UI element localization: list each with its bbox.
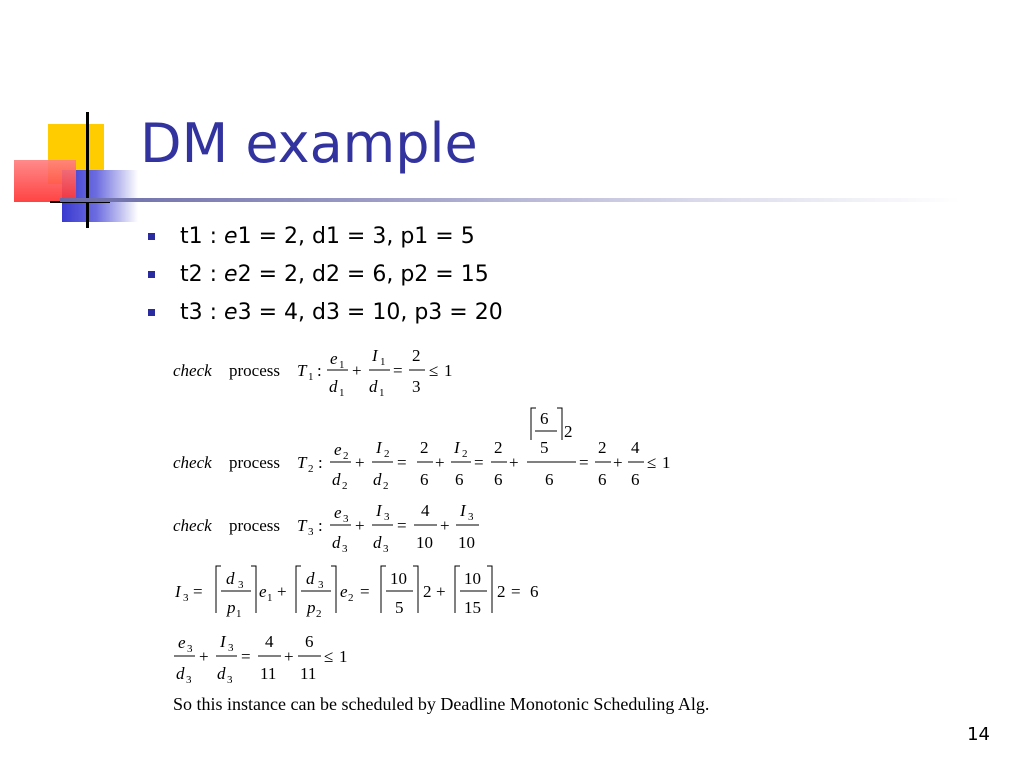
- svg-text:=: =: [241, 647, 251, 666]
- svg-text:2: 2: [343, 450, 349, 462]
- svg-text:=: =: [579, 453, 589, 472]
- svg-text:6: 6: [540, 409, 549, 428]
- svg-text:e: e: [330, 349, 338, 368]
- svg-text:3: 3: [342, 543, 348, 555]
- list-item: t1 : e1 = 2, d1 = 3, p1 = 5: [148, 218, 503, 256]
- svg-text:4: 4: [421, 501, 430, 520]
- svg-text:T: T: [297, 361, 307, 380]
- svg-text:1: 1: [308, 371, 314, 383]
- svg-text:+: +: [613, 453, 623, 472]
- svg-text:1: 1: [662, 453, 671, 472]
- svg-text:+: +: [355, 516, 365, 535]
- svg-text:10: 10: [390, 569, 407, 588]
- svg-text:=: =: [397, 453, 407, 472]
- svg-text:=: =: [474, 453, 484, 472]
- svg-text:2: 2: [383, 480, 389, 492]
- svg-text:3: 3: [227, 674, 233, 686]
- svg-text:p: p: [307, 598, 316, 617]
- svg-text:≤: ≤: [429, 361, 439, 380]
- svg-text:d: d: [217, 664, 226, 683]
- equation-check-t3: [173, 501, 479, 555]
- svg-text:2: 2: [497, 582, 506, 601]
- svg-text:6: 6: [631, 470, 640, 489]
- svg-text:1: 1: [339, 387, 345, 399]
- svg-text:2: 2: [598, 438, 607, 457]
- svg-text:check: check: [173, 453, 212, 472]
- svg-text:T: T: [297, 453, 307, 472]
- svg-text:=: =: [360, 582, 370, 601]
- svg-text:+: +: [355, 453, 365, 472]
- svg-text:+: +: [277, 582, 287, 601]
- svg-text:1: 1: [236, 608, 242, 620]
- svg-text:+: +: [284, 647, 294, 666]
- svg-text:+: +: [352, 361, 362, 380]
- svg-text:3: 3: [228, 642, 234, 654]
- svg-text:d: d: [306, 569, 315, 588]
- page-number: 14: [967, 724, 990, 745]
- equation-interference-i3: [174, 566, 539, 620]
- svg-text:3: 3: [187, 643, 193, 655]
- svg-text:I: I: [454, 438, 460, 457]
- svg-text:e: e: [178, 633, 186, 652]
- svg-text:2: 2: [462, 448, 468, 460]
- svg-text:=: =: [511, 582, 521, 601]
- svg-text:I: I: [372, 346, 378, 365]
- svg-text:e: e: [334, 440, 342, 459]
- svg-text:1: 1: [444, 361, 453, 380]
- svg-text:I: I: [376, 438, 382, 457]
- svg-text:6: 6: [420, 470, 429, 489]
- svg-text:process: process: [229, 516, 280, 535]
- equation-utilization-t3: [174, 632, 348, 686]
- svg-text:1: 1: [267, 592, 273, 604]
- svg-text:1: 1: [339, 647, 348, 666]
- svg-text:15: 15: [464, 598, 481, 617]
- svg-text:+: +: [509, 453, 519, 472]
- svg-text:5: 5: [540, 438, 549, 457]
- svg-text:6: 6: [455, 470, 464, 489]
- svg-text:+: +: [199, 647, 209, 666]
- svg-text:10: 10: [464, 569, 481, 588]
- svg-text:p: p: [227, 598, 236, 617]
- svg-text:+: +: [440, 516, 450, 535]
- svg-text::: :: [317, 361, 322, 380]
- svg-text:=: =: [397, 516, 407, 535]
- svg-text:11: 11: [260, 664, 277, 683]
- svg-text:5: 5: [395, 598, 404, 617]
- svg-text:≤: ≤: [647, 453, 657, 472]
- svg-text:d: d: [332, 533, 341, 552]
- svg-text:+: +: [436, 582, 446, 601]
- svg-text:d: d: [332, 470, 341, 489]
- svg-text:3: 3: [183, 592, 189, 604]
- conclusion-text: So this instance can be scheduled by Deadline Monotonic Scheduling Alg.: [173, 694, 710, 714]
- slide-title: DM example: [140, 112, 478, 175]
- svg-text:e: e: [334, 503, 342, 522]
- svg-text:2: 2: [316, 608, 322, 620]
- svg-text:=: =: [393, 361, 403, 380]
- svg-text:check: check: [173, 516, 212, 535]
- svg-text:=: =: [193, 582, 203, 601]
- svg-text:1: 1: [379, 387, 385, 399]
- svg-text:d: d: [226, 569, 235, 588]
- svg-text:2: 2: [420, 438, 429, 457]
- svg-text:2: 2: [348, 592, 354, 604]
- svg-text::: :: [318, 516, 323, 535]
- svg-text:6: 6: [545, 470, 554, 489]
- svg-text::: :: [318, 453, 323, 472]
- equation-check-t1: [173, 346, 453, 399]
- svg-text:3: 3: [412, 377, 421, 396]
- svg-text:3: 3: [186, 674, 192, 686]
- equation-check-t2: [173, 408, 671, 492]
- svg-text:3: 3: [384, 511, 390, 523]
- svg-text:e: e: [340, 582, 348, 601]
- svg-text:2: 2: [308, 463, 314, 475]
- svg-text:3: 3: [318, 579, 324, 591]
- svg-text:I: I: [460, 501, 466, 520]
- svg-text:6: 6: [305, 632, 314, 651]
- svg-text:2: 2: [342, 480, 348, 492]
- svg-text:I: I: [220, 632, 226, 651]
- svg-text:e: e: [259, 582, 267, 601]
- svg-text:6: 6: [598, 470, 607, 489]
- svg-text:d: d: [369, 377, 378, 396]
- svg-text:6: 6: [530, 582, 539, 601]
- list-item: t3 : e3 = 4, d3 = 10, p3 = 20: [148, 294, 503, 332]
- svg-text:10: 10: [416, 533, 433, 552]
- svg-text:I: I: [175, 582, 181, 601]
- list-item: t2 : e2 = 2, d2 = 6, p2 = 15: [148, 256, 503, 294]
- svg-text:I: I: [376, 501, 382, 520]
- svg-text:d: d: [373, 533, 382, 552]
- svg-text:3: 3: [468, 511, 474, 523]
- svg-text:process: process: [229, 361, 280, 380]
- svg-text:d: d: [176, 664, 185, 683]
- svg-text:d: d: [373, 470, 382, 489]
- svg-text:10: 10: [458, 533, 475, 552]
- svg-text:T: T: [297, 516, 307, 535]
- svg-text:2: 2: [564, 422, 573, 441]
- svg-text:1: 1: [380, 356, 386, 368]
- svg-text:2: 2: [494, 438, 503, 457]
- svg-text:process: process: [229, 453, 280, 472]
- svg-text:1: 1: [339, 359, 345, 371]
- svg-text:check: check: [173, 361, 212, 380]
- svg-text:6: 6: [494, 470, 503, 489]
- svg-text:≤: ≤: [324, 647, 334, 666]
- svg-text:11: 11: [300, 664, 317, 683]
- svg-text:+: +: [435, 453, 445, 472]
- svg-text:3: 3: [383, 543, 389, 555]
- svg-text:2: 2: [384, 448, 390, 460]
- svg-text:3: 3: [238, 579, 244, 591]
- svg-text:d: d: [329, 377, 338, 396]
- svg-text:2: 2: [412, 346, 421, 365]
- svg-text:3: 3: [343, 513, 349, 525]
- svg-text:2: 2: [423, 582, 432, 601]
- svg-text:4: 4: [265, 632, 274, 651]
- svg-text:3: 3: [308, 526, 314, 538]
- svg-text:4: 4: [631, 438, 640, 457]
